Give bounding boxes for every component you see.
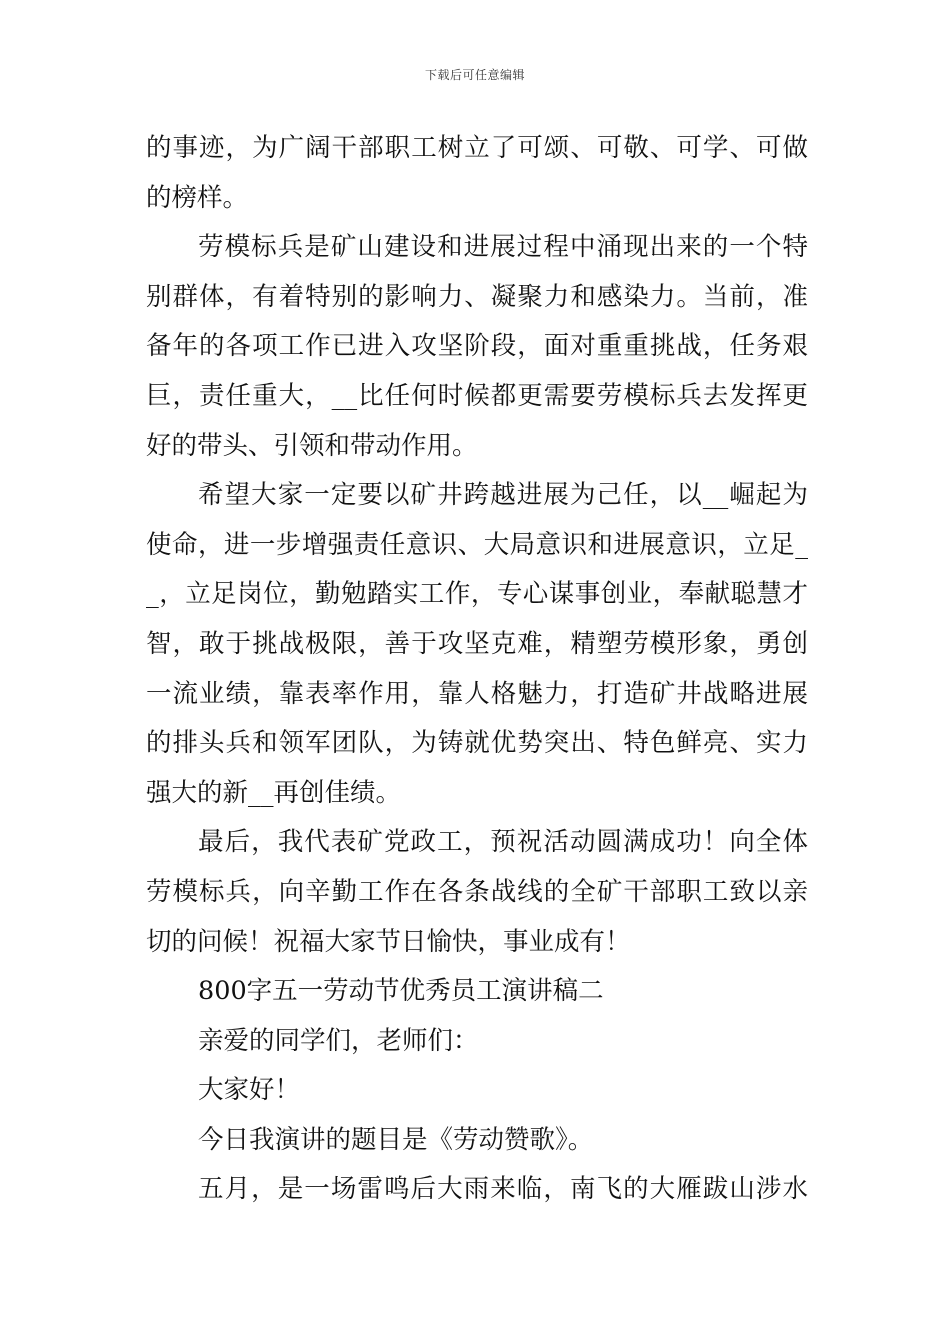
text-line: 的事迹，为广阔干部职工树立了可颂、可敬、可学、可做 bbox=[146, 133, 808, 163]
text-line: 劳模标兵，向辛勤工作在各条战线的全矿干部职工致以亲 bbox=[146, 876, 808, 907]
text-line: 五月，是一场雷鸣后大雨来临，南飞的大雁跋山涉水 bbox=[198, 1174, 808, 1205]
text-line: 希望大家一定要以矿井跨越进展为己任，以__崛起为 bbox=[198, 480, 808, 511]
text-line: 劳模标兵是矿山建设和进展过程中涌现出来的一个特 bbox=[198, 232, 808, 263]
text-line: 使命，进一步增强责任意识、大局意识和进展意识，立足_ bbox=[146, 529, 808, 560]
text-line: 一流业绩，靠表率作用，靠人格魅力，打造矿井战略进展 bbox=[146, 678, 808, 709]
section-heading: 800字五一劳动节优秀员工演讲稿二 bbox=[198, 976, 604, 1007]
text-line: 强大的新__再创佳绩。 bbox=[146, 777, 402, 808]
text-line: 亲爱的同学们，老师们： bbox=[198, 1025, 479, 1056]
text-line: 今日我演讲的题目是《劳动赞歌》。 bbox=[198, 1124, 594, 1155]
page-header: 下载后可任意编辑 bbox=[424, 68, 525, 82]
text-line: 好的带头、引领和带动作用。 bbox=[146, 430, 478, 461]
text-line: 备年的各项工作已进入攻坚阶段，面对重重挑战，任务艰 bbox=[146, 331, 808, 362]
text-line: 切的问候！祝福大家节日愉快，事业成有！ bbox=[146, 926, 631, 957]
text-line: 智，敢于挑战极限，善于攻坚克难，精塑劳模形象，勇创 bbox=[146, 628, 808, 659]
text-line: 的榜样。 bbox=[146, 182, 249, 213]
document-body bbox=[146, 124, 808, 1215]
text-line: 别群体，有着特别的影响力、凝聚力和感染力。当前，准 bbox=[146, 281, 808, 312]
text-line: 的排头兵和领军团队，为铸就优势突出、特色鲜亮、实力 bbox=[146, 728, 808, 759]
text-line: 大家好！ bbox=[198, 1075, 301, 1106]
text-line: _，立足岗位，勤勉踏实工作，专心谋事创业，奉献聪慧才 bbox=[146, 579, 808, 610]
text-line: 巨，责任重大，__比任何时候都更需要劳模标兵去发挥更 bbox=[146, 380, 808, 411]
text-line: 最后，我代表矿党政工，预祝活动圆满成功！向全体 bbox=[198, 827, 808, 858]
